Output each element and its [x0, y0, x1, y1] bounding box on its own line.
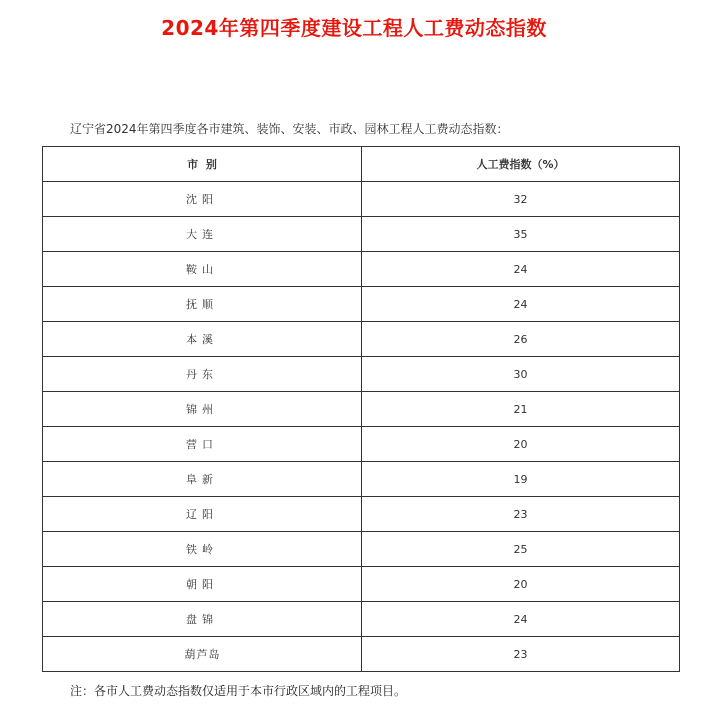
- index-value-cell: 24: [362, 252, 680, 287]
- table-body: [43, 182, 680, 672]
- header-city: 市 别: [43, 147, 362, 182]
- city-cell: 本溪: [43, 322, 362, 357]
- table-row: [43, 602, 680, 637]
- table-row: [43, 357, 680, 392]
- index-value-cell: 26: [362, 322, 680, 357]
- city-cell: 阜新: [43, 462, 362, 497]
- table-row: [43, 567, 680, 602]
- city-cell: 铁岭: [43, 532, 362, 567]
- index-value-cell: 24: [362, 602, 680, 637]
- header-index: 人工费指数（%）: [362, 147, 680, 182]
- index-value-cell: 32: [362, 182, 680, 217]
- table-row: [43, 182, 680, 217]
- table-row: [43, 287, 680, 322]
- footnote: 注：各市人工费动态指数仅适用于本市行政区域内的工程项目。: [70, 684, 407, 698]
- table-row: [43, 637, 680, 672]
- intro-text: 辽宁省2024年第四季度各市建筑、装饰、安装、市政、园林工程人工费动态指数：: [70, 122, 509, 136]
- index-value-cell: 23: [362, 637, 680, 672]
- index-value-cell: 24: [362, 287, 680, 322]
- city-cell: 丹东: [43, 357, 362, 392]
- index-table: [42, 146, 680, 672]
- index-value-cell: 30: [362, 357, 680, 392]
- index-value-cell: 20: [362, 427, 680, 462]
- table-row: [43, 462, 680, 497]
- index-value-cell: 19: [362, 462, 680, 497]
- city-cell: 盘锦: [43, 602, 362, 637]
- city-cell: 锦州: [43, 392, 362, 427]
- city-cell: 辽阳: [43, 497, 362, 532]
- city-cell: 沈阳: [43, 182, 362, 217]
- table-row: [43, 532, 680, 567]
- table-row: [43, 322, 680, 357]
- city-cell: 朝阳: [43, 567, 362, 602]
- city-cell: 鞍山: [43, 252, 362, 287]
- index-value-cell: 23: [362, 497, 680, 532]
- table-row: [43, 427, 680, 462]
- city-cell: 抚顺: [43, 287, 362, 322]
- index-value-cell: 25: [362, 532, 680, 567]
- city-cell: 葫芦岛: [43, 637, 362, 672]
- city-cell: 大连: [43, 217, 362, 252]
- city-cell: 营口: [43, 427, 362, 462]
- table-row: [43, 252, 680, 287]
- index-value-cell: 20: [362, 567, 680, 602]
- index-value-cell: 35: [362, 217, 680, 252]
- index-value-cell: 21: [362, 392, 680, 427]
- table-header-row: [43, 147, 680, 182]
- table-row: [43, 497, 680, 532]
- page-title: 2024年第四季度建设工程人工费动态指数: [161, 16, 547, 40]
- table-row: [43, 392, 680, 427]
- table-row: [43, 217, 680, 252]
